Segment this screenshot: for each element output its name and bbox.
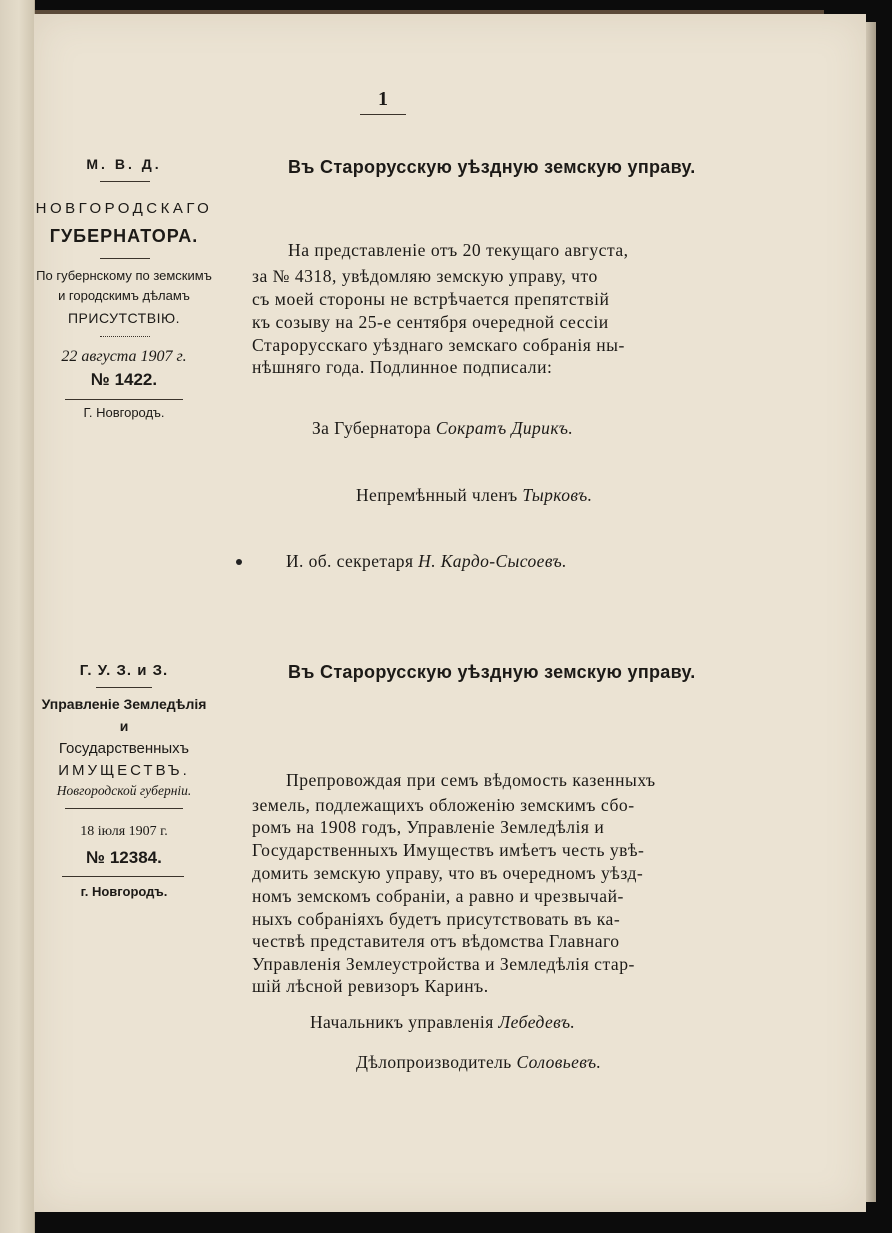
doc1-ministry-rule (100, 181, 150, 182)
signature-name: Н. Кардо-Сысоевъ. (418, 551, 567, 571)
signature-role: И. об. секретаря (286, 551, 414, 571)
signature-role: Начальникъ управленія (310, 1012, 494, 1032)
doc1-dept-line1: По губернскому по земскимъ (36, 268, 212, 283)
page-number: 1 (378, 88, 388, 110)
doc1-city: Г. Новгородъ. (83, 405, 165, 420)
doc2-paragraph-line: домить земскую управу, что въ очередномъ уѣзд- (252, 863, 644, 883)
doc2-office-line3: Государственныхъ (58, 740, 190, 757)
doc2-paragraph-line: чествѣ представителя отъ вѣдомства Главнаго (252, 931, 620, 951)
doc1-office-line1: НОВГОРОДСКАГО (35, 200, 213, 217)
signature-name: Лебедевъ. (498, 1012, 576, 1032)
doc1-paragraph-line: На представленіе отъ 20 текущаго августа, (288, 240, 629, 260)
doc1-signature-secretary (286, 551, 567, 572)
doc2-paragraph-line: Государственныхъ Имуществъ имѣетъ честь увѣ- (252, 840, 645, 860)
doc1-date: 22 августа 1907 г. (61, 348, 187, 365)
signature-name: Соловьевъ. (516, 1052, 602, 1072)
doc2-region-rule (65, 808, 183, 809)
doc2-signature-head (310, 1012, 575, 1033)
doc2-region: Новгородской губерніи. (56, 783, 192, 798)
doc1-paragraph-line: съ моей стороны не встрѣчается препятствій (252, 289, 610, 309)
doc2-paragraph-line: номъ земскомъ собраніи, а равно и чрезвычай- (252, 886, 624, 906)
signature-name: Сократъ Дирикъ. (435, 418, 574, 438)
signature-role: Непремѣнный членъ (356, 485, 518, 505)
doc1-office-line2: ГУБЕРНАТОРА. (49, 226, 199, 246)
doc1-dept-rule (100, 336, 150, 337)
doc2-date: 18 іюля 1907 г. (80, 824, 168, 839)
doc2-paragraph-line: шій лѣсной ревизоръ Каринъ. (252, 976, 489, 996)
doc2-heading: Въ Старорусскую уѣздную земскую управу. (288, 662, 696, 682)
doc1-heading: Въ Старорусскую уѣздную земскую управу. (288, 157, 696, 177)
signature-name: Тырковъ. (522, 485, 593, 505)
doc1-dept-line3: ПРИСУТСТВІЮ. (67, 310, 180, 326)
doc1-paragraph-line: за № 4318, увѣдомляю земскую управу, что (252, 266, 598, 286)
doc2-paragraph-line: ныхъ собраніяхъ будетъ присутствовать въ ка- (252, 909, 621, 929)
doc2-office-line1: Управленіе Земледѣлія (41, 696, 207, 712)
doc1-dept-line2: и городскимъ дѣламъ (58, 288, 190, 303)
doc2-paragraph-line: Управленія Землеустройства и Земледѣлія стар- (252, 954, 635, 974)
signature-role: Дѣлопроизводитель (356, 1052, 512, 1072)
doc1-number: № 1422. (90, 370, 158, 389)
page-number-rule (360, 114, 406, 115)
doc1-paragraph-line: нѣшняго года. Подлинное подписали: (252, 357, 553, 377)
doc1-office-rule (100, 258, 150, 259)
doc1-signature-member (356, 485, 592, 506)
binding-edge (0, 0, 35, 1233)
doc2-ministry: Г. У. З. и З. (79, 662, 169, 679)
ink-dot (236, 559, 242, 565)
doc2-office-line4: ИМУЩЕСТВЪ. (58, 762, 190, 779)
signature-role: За Губернатора (312, 418, 432, 438)
doc2-number-rule (62, 876, 184, 877)
page-right-edge (866, 22, 876, 1202)
doc2-office-line2: и (119, 718, 129, 734)
doc2-signature-clerk (356, 1052, 601, 1073)
doc1-ministry: М. В. Д. (86, 156, 162, 172)
doc2-number: № 12384. (86, 848, 162, 867)
doc2-paragraph-line: земель, подлежащихъ обложенію земскимъ сбо- (252, 795, 635, 815)
doc2-paragraph-line: Препровождая при семъ вѣдомость казенныхъ (286, 770, 656, 790)
doc2-city: г. Новгородъ. (80, 884, 168, 899)
doc1-paragraph-line: Старорусскаго уѣзднаго земскаго собранія ны- (252, 335, 625, 355)
doc2-ministry-rule (96, 687, 152, 688)
doc2-paragraph-line: ромъ на 1908 годъ, Управленіе Земледѣлія и (252, 817, 605, 837)
doc1-paragraph-line: къ созыву на 25-е сентября очередной сессіи (252, 312, 609, 332)
doc1-number-rule (65, 399, 183, 400)
doc1-signature-governor (312, 418, 573, 439)
